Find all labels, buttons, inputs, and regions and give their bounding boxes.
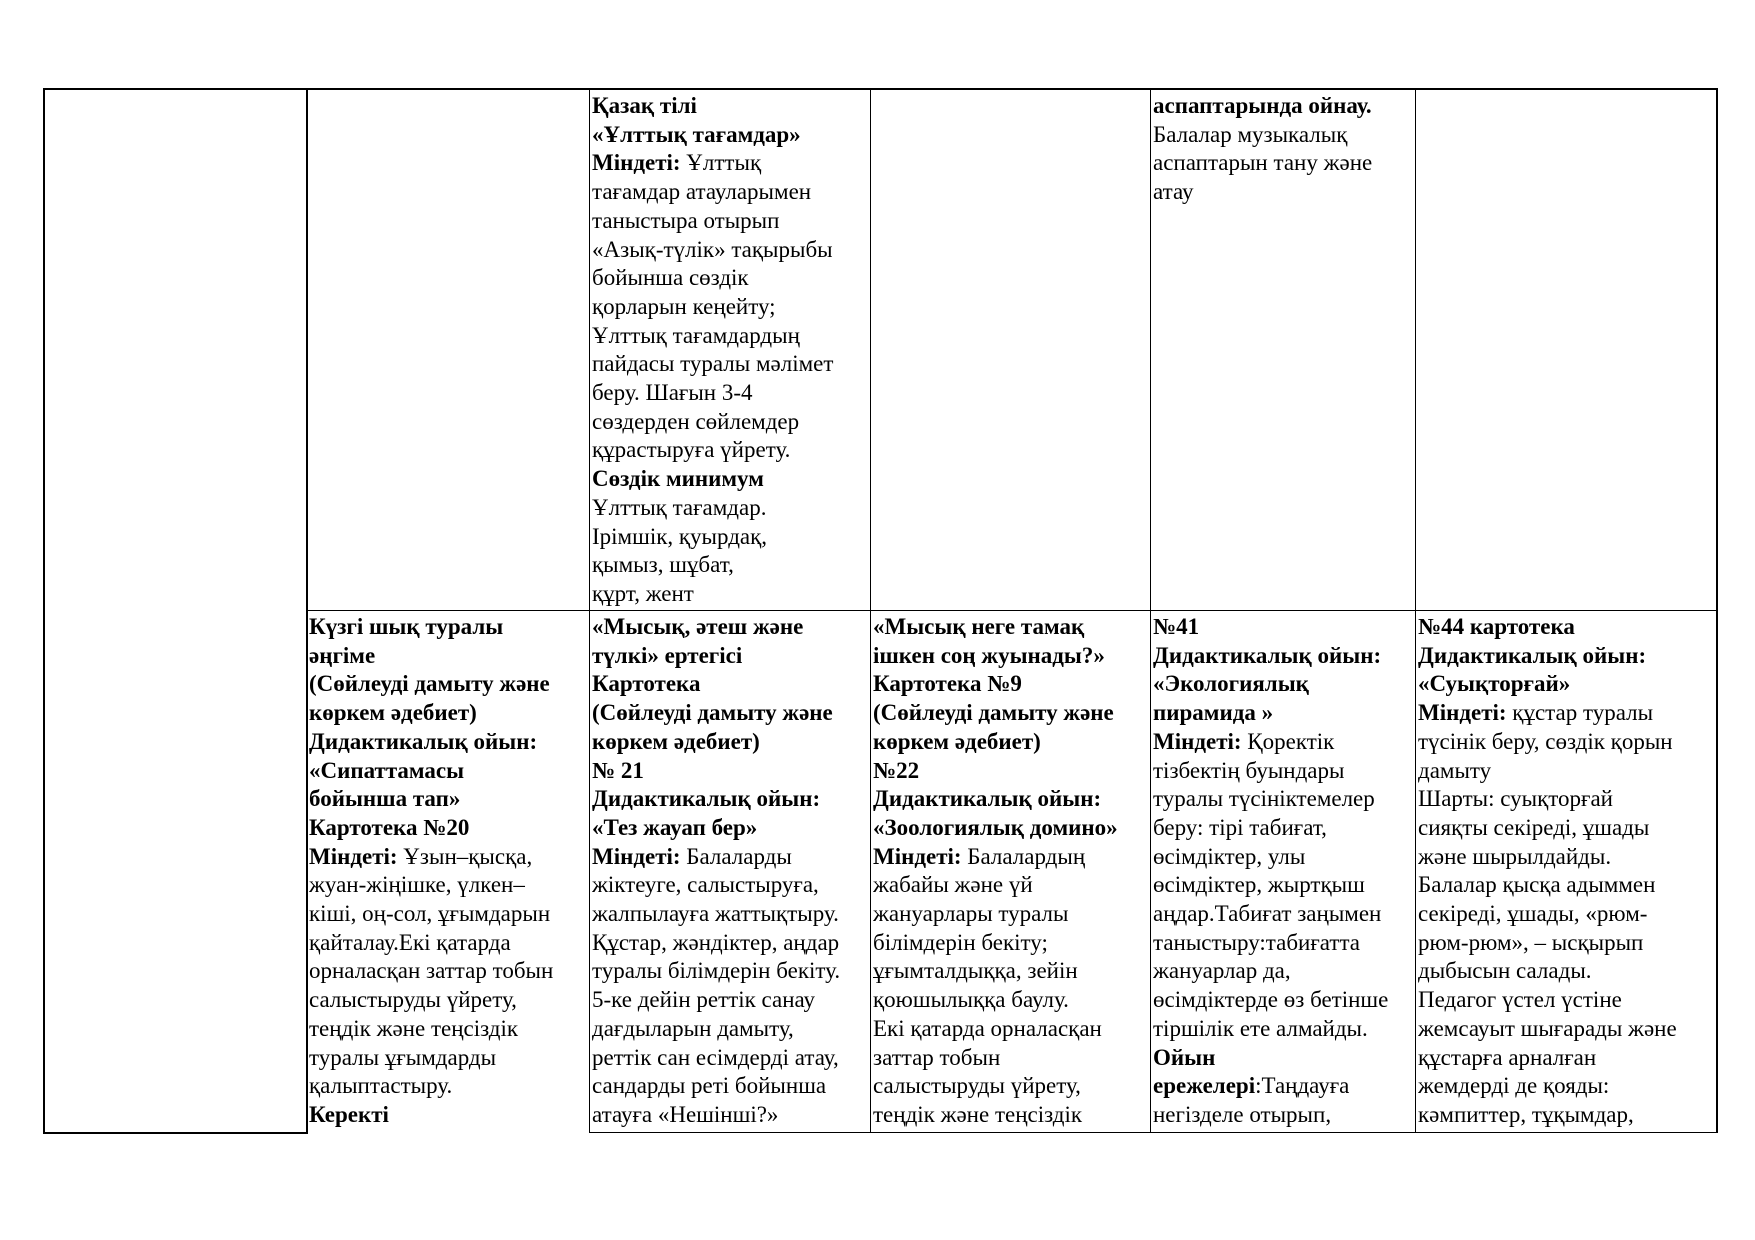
- body-text: теңдік және теңсіздік: [873, 1101, 1083, 1127]
- text-line: [1418, 957, 1714, 986]
- bold-text: көркем әдебиет): [309, 700, 477, 726]
- body-text: қалыптастыру.: [309, 1073, 453, 1099]
- text-line: [592, 523, 868, 552]
- text-line: [1418, 986, 1714, 1015]
- bold-text: «Ұлттық тағамдар»: [592, 121, 801, 147]
- text-line: [592, 350, 868, 379]
- bold-text: Міндеті:: [592, 150, 681, 176]
- text-line: [1153, 121, 1413, 150]
- text-line: [1153, 178, 1413, 207]
- body-text: білімдерін бекіту;: [873, 929, 1048, 955]
- text-line: [1418, 814, 1714, 843]
- body-text: Ұзын–қысқа,: [397, 843, 533, 869]
- bold-text: «Зоологиялық домино»: [873, 814, 1118, 840]
- text-line: [592, 207, 868, 236]
- cell-r2-cat-rooster-fox: [592, 613, 868, 1130]
- body-text: жалпылауға жаттықтыру.: [592, 901, 839, 927]
- text-line: [1418, 642, 1714, 671]
- text-line: [592, 408, 868, 437]
- body-text: өсімдіктер, жыртқыш: [1153, 872, 1365, 898]
- text-line: [1153, 1072, 1413, 1101]
- body-text: атауға «Нешінші?»: [592, 1101, 779, 1127]
- text-line: [1153, 843, 1413, 872]
- text-line: [1153, 1101, 1413, 1130]
- body-text: Балалар музыкалық: [1153, 121, 1348, 147]
- body-text: салыстыруды үйрету,: [873, 1073, 1081, 1099]
- bold-text: №44 картотека: [1418, 614, 1575, 639]
- text-line: [592, 1072, 868, 1101]
- text-line: [1418, 1101, 1714, 1130]
- text-line: [873, 1044, 1148, 1073]
- cell-r2-sparrow-game: [1418, 613, 1714, 1130]
- bold-text: №22: [873, 757, 920, 783]
- bold-text: (Сөйлеуді дамыту және: [309, 671, 550, 697]
- text-line: [1153, 785, 1413, 814]
- text-line: [309, 929, 587, 958]
- text-line: [873, 757, 1148, 786]
- body-text: түсінік беру, сөздік қорын: [1418, 728, 1673, 754]
- bold-text: әңгіме: [309, 642, 376, 668]
- text-line: [309, 728, 587, 757]
- text-line: [1418, 757, 1714, 786]
- body-text: реттік сан есімдерді атау,: [592, 1044, 839, 1070]
- text-line: [592, 986, 868, 1015]
- bold-text: ережелері: [1153, 1073, 1256, 1099]
- text-line: [873, 699, 1148, 728]
- text-line: [1418, 613, 1714, 642]
- body-text: тағамдар атауларымен: [592, 179, 812, 205]
- body-text: Шарты: суықторғай: [1418, 786, 1613, 812]
- text-line: [873, 957, 1148, 986]
- text-line: [1153, 757, 1413, 786]
- text-line: [592, 1015, 868, 1044]
- body-text: аңдар.Табиғат заңымен: [1153, 901, 1382, 927]
- body-text: туралы білімдерін бекіту.: [592, 958, 841, 984]
- bold-text: Дидактикалық ойын:: [1418, 642, 1647, 668]
- text-line: [592, 1101, 868, 1130]
- text-line: [873, 1072, 1148, 1101]
- body-text: :Таңдауға: [1255, 1073, 1350, 1099]
- table-border-left: [43, 88, 45, 1134]
- text-line: [592, 642, 868, 671]
- bold-text: «Мысық, әтеш және: [592, 614, 804, 639]
- text-line: [873, 814, 1148, 843]
- body-text: орналасқан заттар тобын: [309, 958, 554, 984]
- bold-text: Дидактикалық ойын:: [1153, 642, 1382, 668]
- body-text: жіктеуге, салыстыруға,: [592, 872, 819, 898]
- cell-r2-ecological-pyramid: [1153, 613, 1413, 1130]
- body-text: дыбысын салады.: [1418, 958, 1592, 984]
- text-line: [592, 494, 868, 523]
- text-line: [309, 1044, 587, 1073]
- bold-text: Дидактикалық ойын:: [309, 728, 538, 754]
- text-line: [592, 871, 868, 900]
- cell-r2-autumn-dew-story: [309, 613, 587, 1130]
- body-text: «Азық-түлік» тақырыбы: [592, 236, 833, 262]
- body-text: атау: [1153, 179, 1194, 205]
- text-line: [592, 293, 868, 322]
- text-line: [1153, 670, 1413, 699]
- bold-text: «Сипаттамасы: [309, 757, 465, 783]
- bold-text: Міндеті:: [309, 843, 398, 869]
- body-text: құстар туралы: [1506, 700, 1654, 726]
- bold-text: № 21: [592, 757, 644, 783]
- bold-text: Картотека №20: [309, 814, 470, 840]
- text-line: [592, 843, 868, 872]
- text-line: [1418, 900, 1714, 929]
- text-line: [309, 1015, 587, 1044]
- body-text: негізделе отырып,: [1153, 1101, 1332, 1127]
- body-text: туралы ұғымдарды: [309, 1044, 497, 1070]
- text-line: [309, 1101, 587, 1130]
- body-text: Екі қатарда орналасқан: [873, 1015, 1102, 1041]
- text-line: [1418, 871, 1714, 900]
- row-divider: [307, 610, 1718, 611]
- text-line: [309, 900, 587, 929]
- body-text: таныстыра отырып: [592, 207, 780, 233]
- text-line: [1153, 957, 1413, 986]
- text-line: [592, 728, 868, 757]
- text-line: [873, 670, 1148, 699]
- bold-text: пирамида »: [1153, 700, 1274, 726]
- text-line: [592, 814, 868, 843]
- bold-text: көркем әдебиет): [592, 728, 760, 754]
- bold-text: Міндеті:: [1418, 700, 1507, 726]
- text-line: [309, 814, 587, 843]
- body-text: жануарлары туралы: [873, 901, 1069, 927]
- text-line: [309, 843, 587, 872]
- body-text: Ұлттық тағамдар.: [592, 494, 767, 520]
- table-border-right: [1716, 88, 1718, 1133]
- text-line: [592, 613, 868, 642]
- text-line: [1153, 814, 1413, 843]
- text-line: [1153, 149, 1413, 178]
- body-text: беру. Шағын 3-4: [592, 380, 753, 406]
- text-line: [592, 785, 868, 814]
- table-border-top: [43, 88, 1718, 90]
- text-line: [1153, 728, 1413, 757]
- table-border-bottom-left: [43, 1132, 308, 1134]
- text-line: [309, 670, 587, 699]
- text-line: [1418, 728, 1714, 757]
- body-text: өсімдіктерде өз бетінше: [1153, 987, 1389, 1013]
- text-line: [1153, 1015, 1413, 1044]
- body-text: Ұлттық тағамдардың: [592, 322, 800, 348]
- body-text: кәмпиттер, тұқымдар,: [1418, 1101, 1634, 1127]
- text-line: [592, 1044, 868, 1073]
- body-text: бойынша сөздік: [592, 265, 749, 291]
- text-line: [1153, 1044, 1413, 1073]
- text-line: [309, 957, 587, 986]
- body-text: тіршілік ете алмайды.: [1153, 1015, 1368, 1041]
- text-line: [309, 757, 587, 786]
- body-text: теңдік және теңсіздік: [309, 1015, 519, 1041]
- bold-text: ертегісі: [658, 642, 743, 668]
- cell-r2-why-cat-washes: [873, 613, 1148, 1130]
- text-line: [592, 149, 868, 178]
- body-text: Педагог үстел үстіне: [1418, 987, 1622, 1013]
- body-text: салыстыруды үйрету,: [309, 987, 517, 1013]
- cell-r1-music-instruments: [1153, 92, 1413, 608]
- body-text: туралы түсініктемелер: [1153, 786, 1375, 812]
- bold-text: көркем әдебиет): [873, 728, 1041, 754]
- bold-text: (Сөйлеуді дамыту және: [873, 700, 1114, 726]
- text-line: [1418, 785, 1714, 814]
- bold-text: түлкі»: [592, 642, 659, 668]
- body-text: дамыту: [1418, 757, 1492, 783]
- bold-text: ішкен соң жуынады?»: [873, 642, 1105, 668]
- body-text: беру: тірі табиғат,: [1153, 814, 1327, 840]
- text-line: [592, 580, 868, 608]
- text-line: [592, 236, 868, 265]
- body-text: заттар тобын: [873, 1044, 1001, 1070]
- body-text: жуан-жіңішке, үлкен–: [309, 872, 525, 898]
- text-line: [309, 699, 587, 728]
- text-line: [592, 900, 868, 929]
- bold-text: аспаптарында ойнау.: [1153, 93, 1372, 118]
- text-line: [1153, 92, 1413, 121]
- text-line: [1418, 1072, 1714, 1101]
- body-text: 5-ке дейін реттік санау: [592, 987, 816, 1013]
- body-text: пайдасы туралы мәлімет: [592, 351, 834, 377]
- text-line: [873, 1101, 1148, 1130]
- text-line: [873, 728, 1148, 757]
- text-line: [592, 465, 868, 494]
- body-text: сандарды реті бойынша: [592, 1073, 827, 1099]
- bold-text: Міндеті:: [592, 843, 681, 869]
- bold-text: «Мысық неге тамақ: [873, 614, 1085, 639]
- body-text: Балалардың: [961, 843, 1086, 869]
- body-text: жануарлар да,: [1153, 958, 1291, 984]
- bold-text: «Тез жауап бер»: [592, 814, 758, 840]
- body-text: Ірімшік, қуырдақ,: [592, 523, 768, 549]
- body-text: рюм-рюм», – ысқырып: [1418, 929, 1644, 955]
- body-text: кіші, оң-сол, ұғымдарын: [309, 901, 551, 927]
- text-line: [1418, 1044, 1714, 1073]
- bold-text: Ойын: [1153, 1044, 1216, 1070]
- text-line: [873, 900, 1148, 929]
- text-line: [309, 986, 587, 1015]
- body-text: құстарға арналған: [1418, 1044, 1597, 1070]
- bold-text: (Сөйлеуді дамыту және: [592, 700, 833, 726]
- text-line: [1418, 1015, 1714, 1044]
- column-divider-2: [589, 88, 590, 1133]
- text-line: [1153, 871, 1413, 900]
- text-line: [873, 785, 1148, 814]
- text-line: [1153, 613, 1413, 642]
- body-text: құрастыруға үйрету.: [592, 437, 791, 463]
- text-line: [873, 929, 1148, 958]
- bold-text: Міндеті:: [1153, 728, 1242, 754]
- text-line: [1153, 642, 1413, 671]
- body-text: Ұлттық: [680, 150, 762, 176]
- bold-text: №41: [1153, 614, 1200, 639]
- column-divider-1: [306, 88, 308, 1134]
- text-line: [1153, 986, 1413, 1015]
- text-line: [592, 551, 868, 580]
- text-line: [592, 436, 868, 465]
- bold-text: Қазақ тілі: [592, 93, 697, 118]
- column-divider-5: [1415, 88, 1416, 1133]
- body-text: жемсауыт шығарады және: [1418, 1015, 1677, 1041]
- bold-text: Дидактикалық ойын:: [873, 786, 1102, 812]
- text-line: [1418, 929, 1714, 958]
- text-line: [592, 670, 868, 699]
- bold-text: бойынша тап»: [309, 786, 461, 812]
- text-line: [873, 613, 1148, 642]
- bold-text: Күзгі шық туралы: [309, 614, 504, 639]
- text-line: [1418, 699, 1714, 728]
- body-text: аспаптарын тану және: [1153, 150, 1373, 176]
- text-line: [873, 843, 1148, 872]
- body-text: ұғымталдыққа, зейін: [873, 958, 1078, 984]
- body-text: тізбектің буындары: [1153, 757, 1345, 783]
- body-text: Құстар, жәндіктер, аңдар: [592, 929, 840, 955]
- text-line: [592, 757, 868, 786]
- text-line: [592, 92, 868, 121]
- text-line: [873, 871, 1148, 900]
- body-text: қоюшылыққа баулу.: [873, 987, 1069, 1013]
- body-text: сөздерден сөйлемдер: [592, 408, 800, 434]
- text-line: [873, 986, 1148, 1015]
- text-line: [1153, 900, 1413, 929]
- body-text: қайталау.Екі қатарда: [309, 929, 511, 955]
- text-line: [1153, 929, 1413, 958]
- text-line: [592, 121, 868, 150]
- body-text: Балалар қысқа адыммен: [1418, 872, 1656, 898]
- bold-text: «Экологиялық: [1153, 671, 1309, 697]
- cell-r1-kazakh-lesson: [592, 92, 868, 608]
- text-line: [1418, 670, 1714, 699]
- body-text: жемдерді де қояды:: [1418, 1073, 1610, 1099]
- body-text: таныстыру:табиғатта: [1153, 929, 1360, 955]
- body-text: сияқты секіреді, ұшады: [1418, 814, 1650, 840]
- text-line: [592, 699, 868, 728]
- text-line: [592, 957, 868, 986]
- text-line: [309, 1072, 587, 1101]
- bold-text: Керекті: [309, 1101, 389, 1127]
- bold-text: Сөздік минимум: [592, 466, 764, 492]
- text-line: [1153, 699, 1413, 728]
- text-line: [309, 871, 587, 900]
- text-line: [592, 322, 868, 351]
- text-line: [1418, 843, 1714, 872]
- body-text: қымыз, шұбат,: [592, 552, 734, 578]
- text-line: [873, 642, 1148, 671]
- column-divider-3: [870, 88, 871, 1133]
- text-line: [873, 1015, 1148, 1044]
- bold-text: Картотека №9: [873, 671, 1022, 697]
- table-border-bottom: [589, 1132, 1718, 1133]
- body-text: секіреді, ұшады, «рюм-: [1418, 901, 1648, 927]
- body-text: Қоректік: [1241, 728, 1335, 754]
- text-line: [592, 178, 868, 207]
- body-text: дағдыларын дамыту,: [592, 1015, 794, 1041]
- body-text: қорларын кеңейту;: [592, 293, 776, 319]
- text-line: [309, 785, 587, 814]
- bold-text: Дидактикалық ойын:: [592, 786, 821, 812]
- text-line: [592, 379, 868, 408]
- text-line: [592, 264, 868, 293]
- text-line: [592, 929, 868, 958]
- body-text: құрт, жент: [592, 580, 694, 606]
- body-text: жабайы және үй: [873, 872, 1033, 898]
- body-text: және шырылдайды.: [1418, 843, 1612, 869]
- bold-text: Картотека: [592, 671, 701, 697]
- body-text: Балаларды: [680, 843, 792, 869]
- text-line: [309, 642, 587, 671]
- body-text: өсімдіктер, улы: [1153, 843, 1306, 869]
- bold-text: Міндеті:: [873, 843, 962, 869]
- bold-text: «Суықторғай»: [1418, 671, 1571, 697]
- text-line: [309, 613, 587, 642]
- column-divider-4: [1150, 88, 1151, 1133]
